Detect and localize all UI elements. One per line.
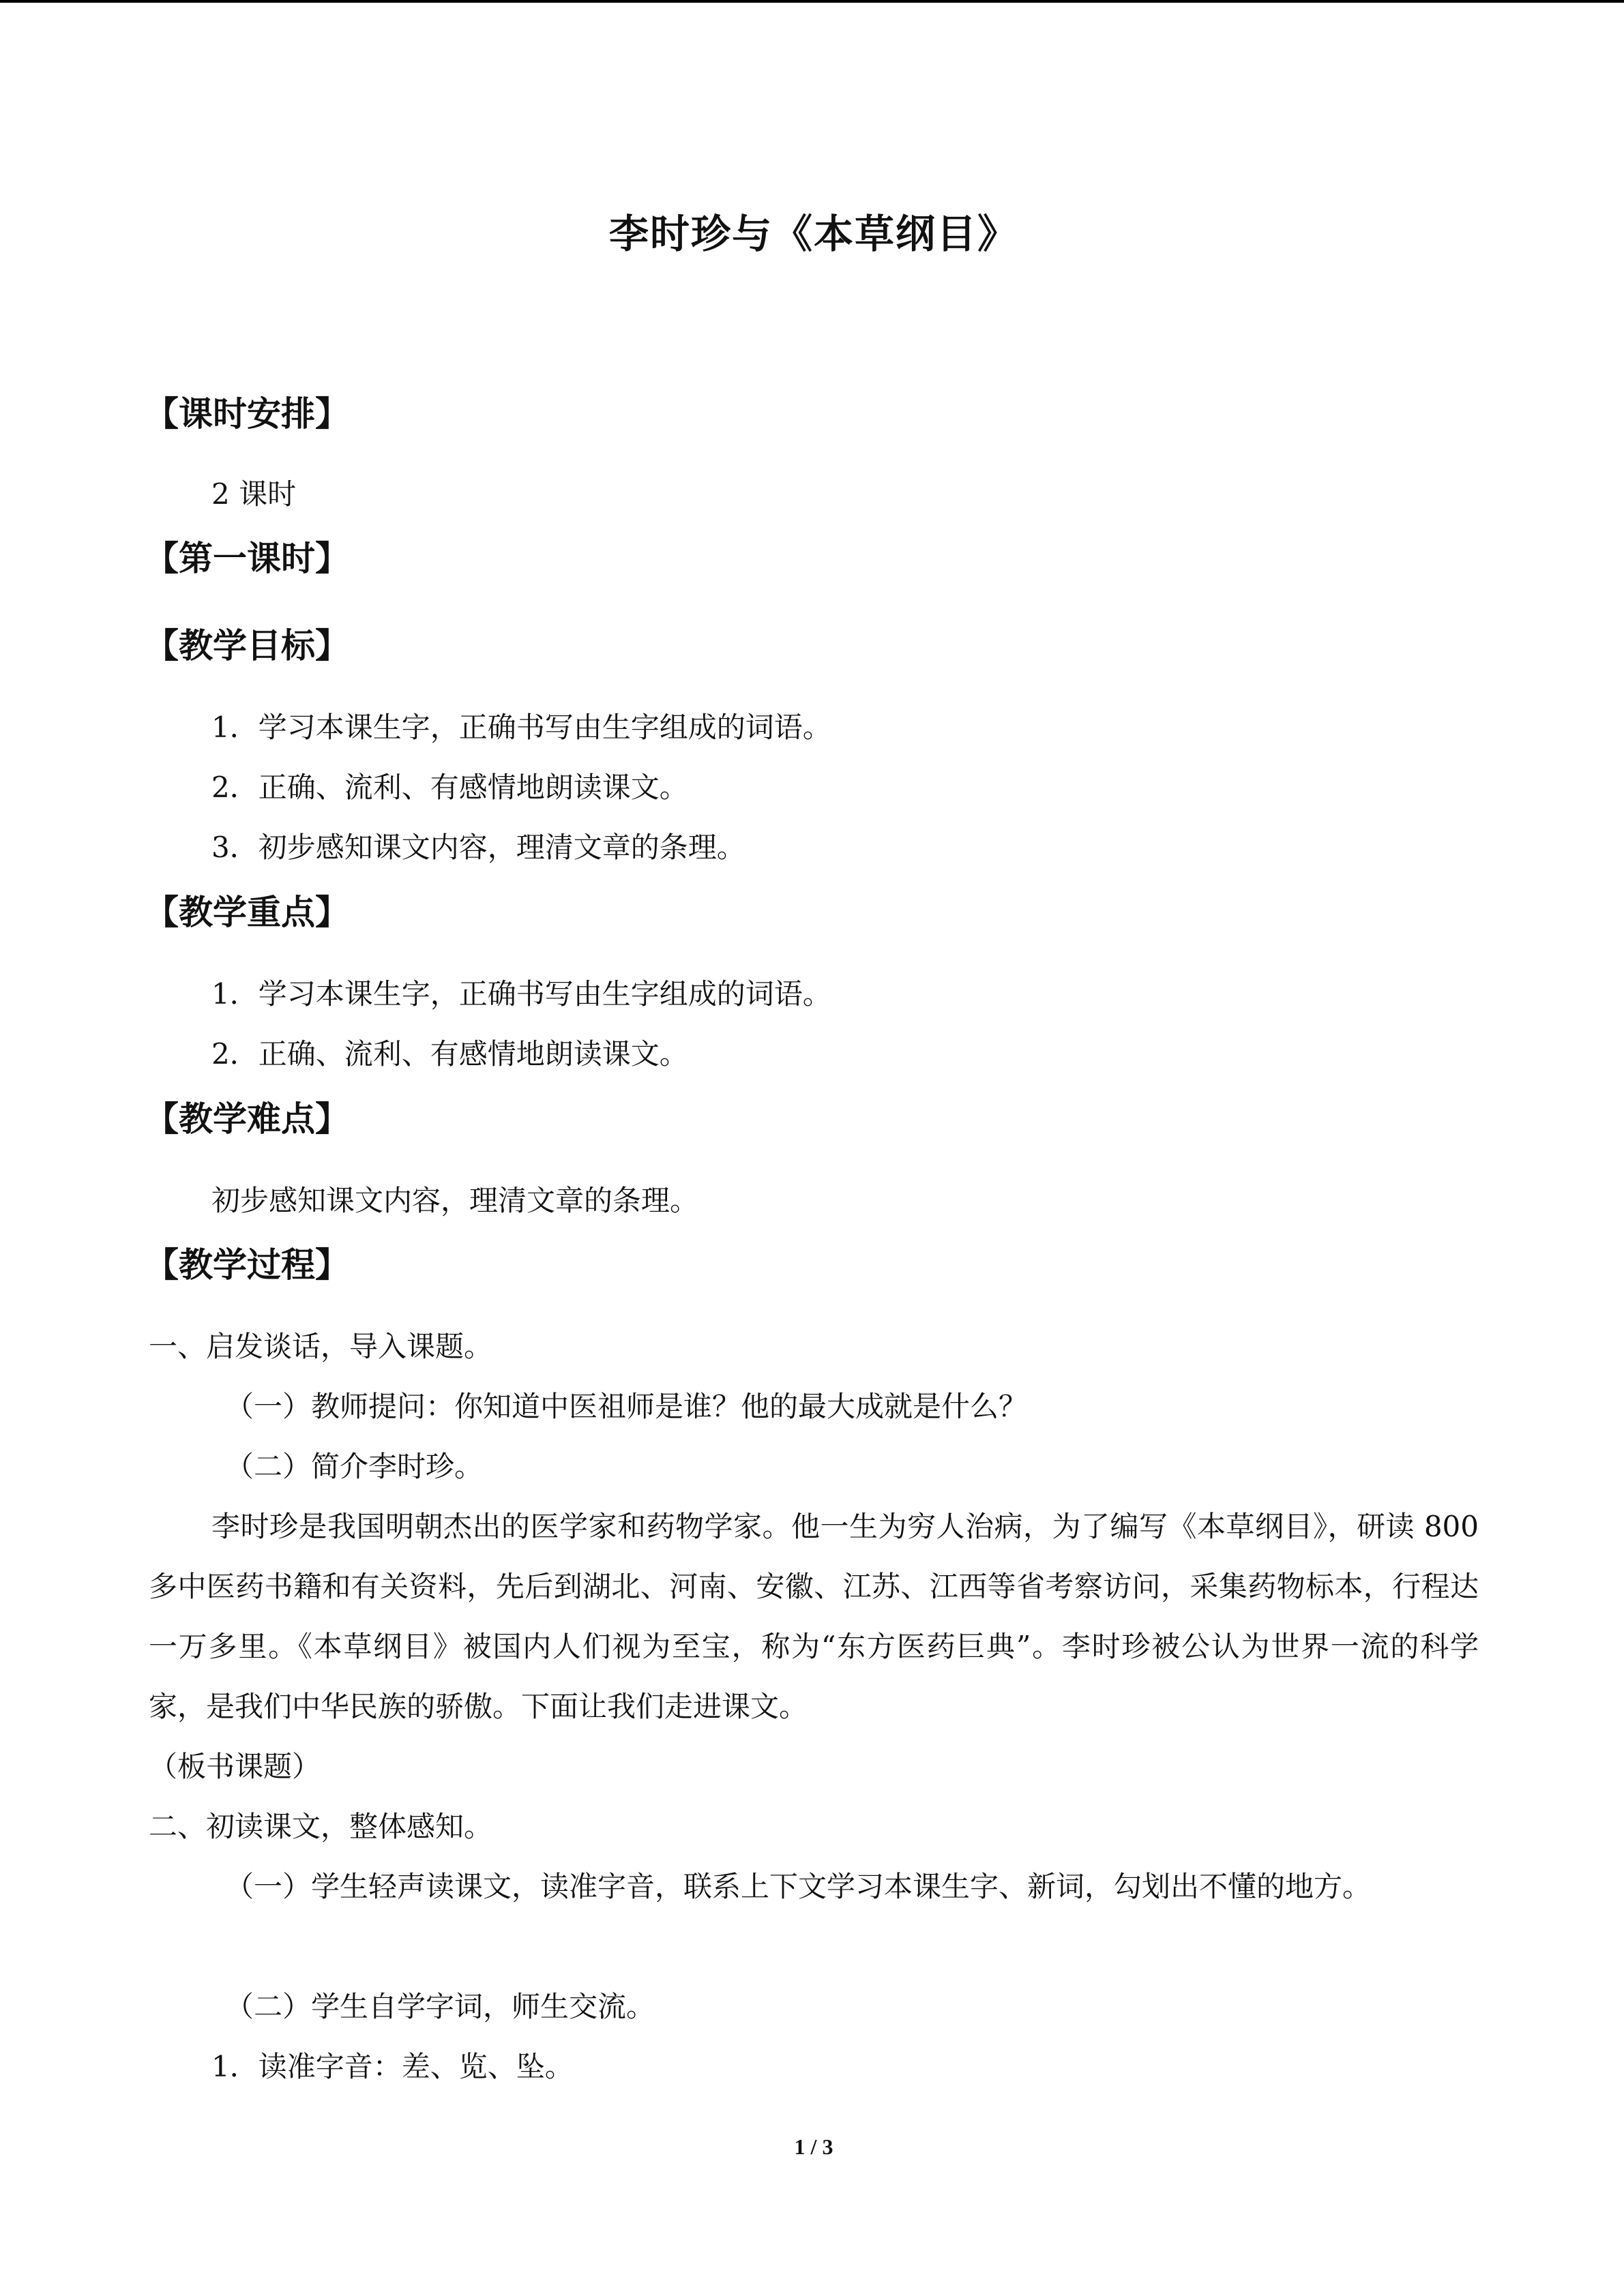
- process-step1-note: （板书课题）: [149, 1750, 321, 1783]
- goal-item-2: 2．正确、流利、有感情地朗读课文。: [211, 771, 688, 804]
- goal-item-1: 1．学习本课生字，正确书写由生字组成的词语。: [211, 711, 831, 744]
- process-step1-title: 一、启发谈话，导入课题。: [149, 1330, 493, 1363]
- key-point-item-2: 2．正确、流利、有感情地朗读课文。: [211, 1037, 688, 1071]
- process-step2-b1: 1．读准字音：差、览、坠。: [211, 2050, 574, 2083]
- process-step1-b: （二）简介李时珍。: [225, 1450, 484, 1483]
- process-step2-title: 二、初读课文，整体感知。: [149, 1810, 493, 1843]
- heading-goals: 【教学目标】: [145, 626, 349, 666]
- key-point-item-1: 1．学习本课生字，正确书写由生字组成的词语。: [211, 977, 831, 1011]
- process-step2-a: （一）学生轻声读课文，读准字音，联系上下文学习本课生字、新词，勾划出不懂的地方。: [225, 1870, 1372, 1903]
- heading-key-points: 【教学重点】: [145, 893, 349, 932]
- process-step2-b: （二）学生自学字词，师生交流。: [225, 1990, 655, 2023]
- process-step1-a: （一）教师提问：你知道中医祖师是谁？他的最大成就是什么？: [225, 1390, 1028, 1423]
- difficulties-text: 初步感知课文内容，理清文章的条理。: [211, 1184, 699, 1217]
- heading-difficulties: 【教学难点】: [145, 1099, 349, 1139]
- process-step1-paragraph: 李时珍是我国明朝杰出的医学家和药物学家。他一生为穷人治病，为了编写《本草纲目》，研读 800 多中医药书籍和有关资料，先后到湖北、河南、安徽、江苏、江西等省考察访问，采集药物标本，行程达一万多里。《本草纲目》被国内人们视为至宝，称为“东方医药巨典”。李时珍被公认为世界一流的科学家，是我们中华民族的骄傲。下面让我们走进课文。: [149, 1510, 1479, 1723]
- document-title: 李时珍与《本草纲目》: [608, 211, 1018, 257]
- goal-item-3: 3．初步感知课文内容，理清文章的条理。: [211, 831, 745, 864]
- page-number: 1 / 3: [794, 2134, 833, 2159]
- schedule-text: 2 课时: [211, 477, 297, 511]
- heading-first-lesson: 【第一课时】: [145, 539, 349, 578]
- heading-process: 【教学过程】: [145, 1245, 349, 1285]
- document-page: [145, 0, 1479, 2296]
- heading-schedule: 【课时安排】: [145, 394, 349, 434]
